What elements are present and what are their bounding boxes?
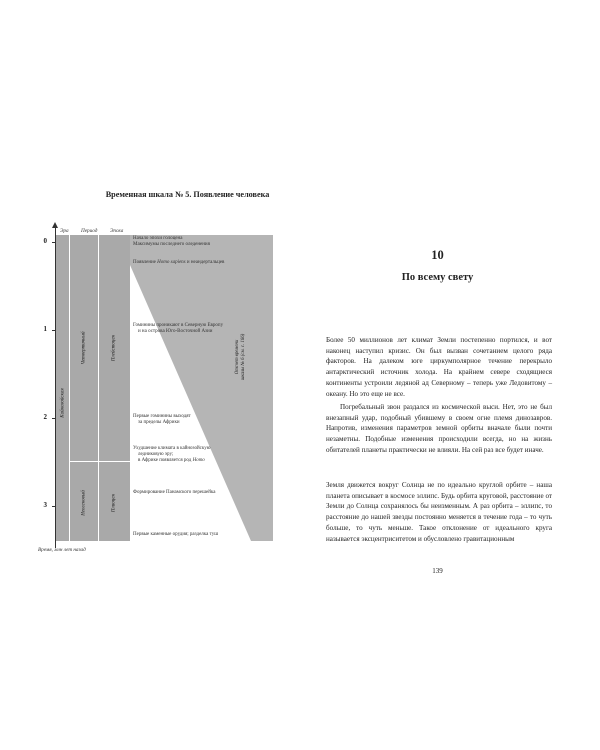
event-climate-homo: Ухудшение климата в кайнозойскую ледниковую эру; в Африке появляется род Homo (133, 446, 211, 464)
event-holocene-text: Начало эпохи голоцена (133, 236, 183, 241)
header-epoch: Эпоха (110, 228, 124, 234)
event-glaciation-text: Максимумы последнего оледенения (133, 242, 210, 248)
event-panama: Формирование Панамского перешейка (133, 490, 216, 495)
header-period: Период (81, 228, 98, 234)
paragraph-1: Более 50 миллионов лет климат Земли постепенно портился, и вот наконец наступил кризис. Он был вызван сочетанием целого ряда факторов. На далеком юге циркумполярное течение перекрыло антарктический источник холода. На крайнем севере сходящиеся континенты устроили ледяной ад Северному – теперь уже Ледовитому – океану. Но это еще не все. (326, 336, 552, 398)
period-boundary (70, 461, 130, 462)
chapter-number: 10 (431, 248, 444, 262)
axis-label-2: 2 (43, 413, 47, 421)
paragraph-2: Погребальный звон раздался из космической выси. Нет, это не был внезапный удар, подобный убившему в своем огне племя динозавров. Напротив, изменения параметров земной орбиты вначале были почти незаметны. Подобные изменения происходили всегда, но на жизнь обитателей планеты практически не влияли. На сей раз все будет иначе. (326, 403, 552, 454)
epoch-label-pliocene: Плиоцен (111, 493, 117, 513)
axis-caption: Время, млн лет назад (38, 547, 86, 553)
chapter-title: По всему свету (401, 272, 474, 283)
wedge-label-line1: Отсчет времени (235, 339, 241, 375)
period-label-quaternary: Четвертичный (81, 331, 87, 365)
event-holocene (133, 236, 210, 248)
period-label-neogene: Неогеновый (81, 490, 87, 516)
event-north-europe: Гоминины проникают в Северную Европу и на острова Юго-Восточной Азии (133, 323, 224, 335)
axis-label-0: 0 (43, 237, 47, 245)
wedge-label (235, 334, 247, 381)
axis-label-1: 1 (43, 325, 47, 333)
page-number: 139 (432, 567, 443, 575)
header-era: Эра (60, 228, 69, 234)
timeline-title: Временная шкала № 5. Появление человека (105, 190, 270, 199)
event-homo-sapiens: Появление Homo sapiens и неандертальцев (133, 260, 225, 265)
wedge-label-line2: шкалы № 6 (см. с. 166) (241, 333, 246, 381)
axis-label-3: 3 (43, 501, 47, 509)
event-stone-tools: Первые каменные орудия; разделка туш (133, 532, 219, 537)
era-label: Кайнозойская (60, 388, 66, 418)
epoch-label-pleistocene: Плейстоцен (111, 334, 117, 362)
event-out-of-africa: Первые гоминины выходят за пределы Африки (133, 414, 191, 426)
paragraph-3: Земля движется вокруг Солнца не по идеально круглой орбите – наша планета описывает в космосе эллипс. Будь орбита круговой, расстояние от Земли до Солнца сохранялось бы неизменным. А раз орбита – эллипс, то расстояние до нашей звезды постоянно меняется в течение года – то чуть больше, то чуть меньше. Такое отклонение от идеального круга называется эксцентриситетом и обусловлено гравитационным (326, 481, 552, 543)
